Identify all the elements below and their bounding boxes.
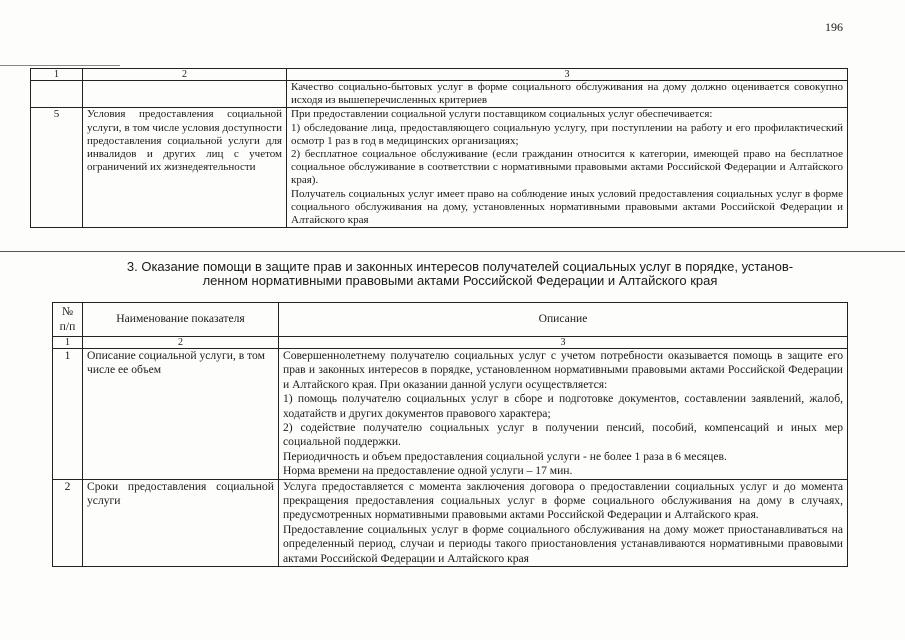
description-line: 1) помощь получателю социальных услуг в сборе и подготовке документов, составлении заявлений, жалоб, ходатайств и других документов правового характера; — [283, 392, 843, 420]
column-number: 1 — [31, 69, 83, 81]
column-number: 1 — [53, 337, 83, 349]
description-line: Периодичность и объем предоставления социальной услуги - не более 1 раза в 6 месяцев. — [283, 449, 727, 463]
description-line: Совершеннолетнему получателю социальных услуг с учетом потребности оказывается помощь в защите его прав и законных интересов в порядке, установленном нормативными правовыми актами Российской Федерации и Алтайского края. При оказании данной услуги осуществляется: — [283, 349, 843, 391]
indicator-name: Условия предоставления социальной услуги, в том числе условия доступности предоставления социальной услуги для инвалидов и других лиц с учетом ограничений их жизнедеятельности — [83, 108, 287, 228]
section-title-line: ленном нормативными правовыми актами Российской Федерации и Алтайского края — [202, 273, 718, 288]
section-title — [90, 260, 830, 288]
description-line: 2) бесплатное социальное обслуживание (если гражданин относится к категории, имеющей право на бесплатное социальное обслуживание в соответствии с нормативными правовыми актами Российской Федерации и Алтайского края). — [291, 148, 843, 187]
header-name: Наименование показателя — [83, 303, 279, 337]
description-line: 2) содействие получателю социальных услуг в получении пенсий, пособий, компенсаций и иных мер социальной поддержки. — [283, 421, 843, 449]
indicator-name: Описание социальной услуги, в том числе ее объем — [83, 349, 279, 480]
table-row — [53, 479, 848, 566]
header-num: № п/п — [53, 303, 83, 337]
table-row — [31, 81, 848, 108]
column-number: 3 — [279, 337, 848, 349]
description-line: 1) обследование лица, предоставляющего социальную услугу, при поступлении на работу и его профилактический осмотр 1 раз в год в медицинских организациях; — [291, 121, 843, 147]
description-line: Услуга предоставляется с момента заключения договора о предоставлении социальных услуг и до момента прекращения предоставления социальных услуг в форме социального обслуживания на дому в случаях, предусмотренных нормативными правовыми актами Российской Федерации и Алтайского края. — [283, 479, 843, 522]
description-cell — [287, 108, 848, 228]
description-cell — [279, 349, 848, 480]
description-line: Норма времени на предоставление одной услуги – 17 мин. — [283, 464, 573, 478]
indicator-name: Сроки предоставления социальной услуги — [83, 479, 279, 566]
table-row — [31, 108, 848, 228]
continuation-text: Качество социально-бытовых услуг в форме социального обслуживания на дому должно оценивается совокупно исходя из вышеперечисленных критериев — [287, 81, 848, 108]
scan-line — [0, 65, 120, 66]
table-row — [53, 349, 848, 480]
column-number: 2 — [83, 337, 279, 349]
header-description: Описание — [279, 303, 848, 337]
description-line: Предоставление социальных услуг в форме социального обслуживания на дому может приостанавливаться на определенный период, случаи и периоды такого приостановления устанавливаются нормативными правовыми актами Российской Федерации и Алтайского края — [283, 522, 843, 565]
indicator-name — [83, 81, 287, 108]
description-cell — [279, 479, 848, 566]
scan-line — [0, 251, 905, 252]
service-table — [52, 302, 848, 567]
row-number: 5 — [31, 108, 83, 228]
column-number: 3 — [287, 69, 848, 81]
column-number-row — [31, 69, 848, 81]
column-number-row — [53, 337, 848, 349]
column-number: 2 — [83, 69, 287, 81]
row-number: 1 — [53, 349, 83, 480]
description-line: При предоставлении социальной услуги поставщиком социальных услуг обеспечивается: — [291, 108, 713, 121]
description-line: Получатель социальных услуг имеет право на соблюдение иных условий предоставления социальных услуг в форме социального обслуживания на дому, установленных нормативными правовыми актами Российской Федерации и Алтайского края — [291, 187, 843, 227]
header-row — [53, 303, 848, 337]
page-number: 196 — [825, 20, 843, 34]
section-title-line: 3. Оказание помощи в защите прав и законных интересов получателей социальных услуг в порядке, установ- — [126, 259, 794, 274]
row-number — [31, 81, 83, 108]
row-number: 2 — [53, 479, 83, 566]
continued-table — [30, 68, 848, 228]
